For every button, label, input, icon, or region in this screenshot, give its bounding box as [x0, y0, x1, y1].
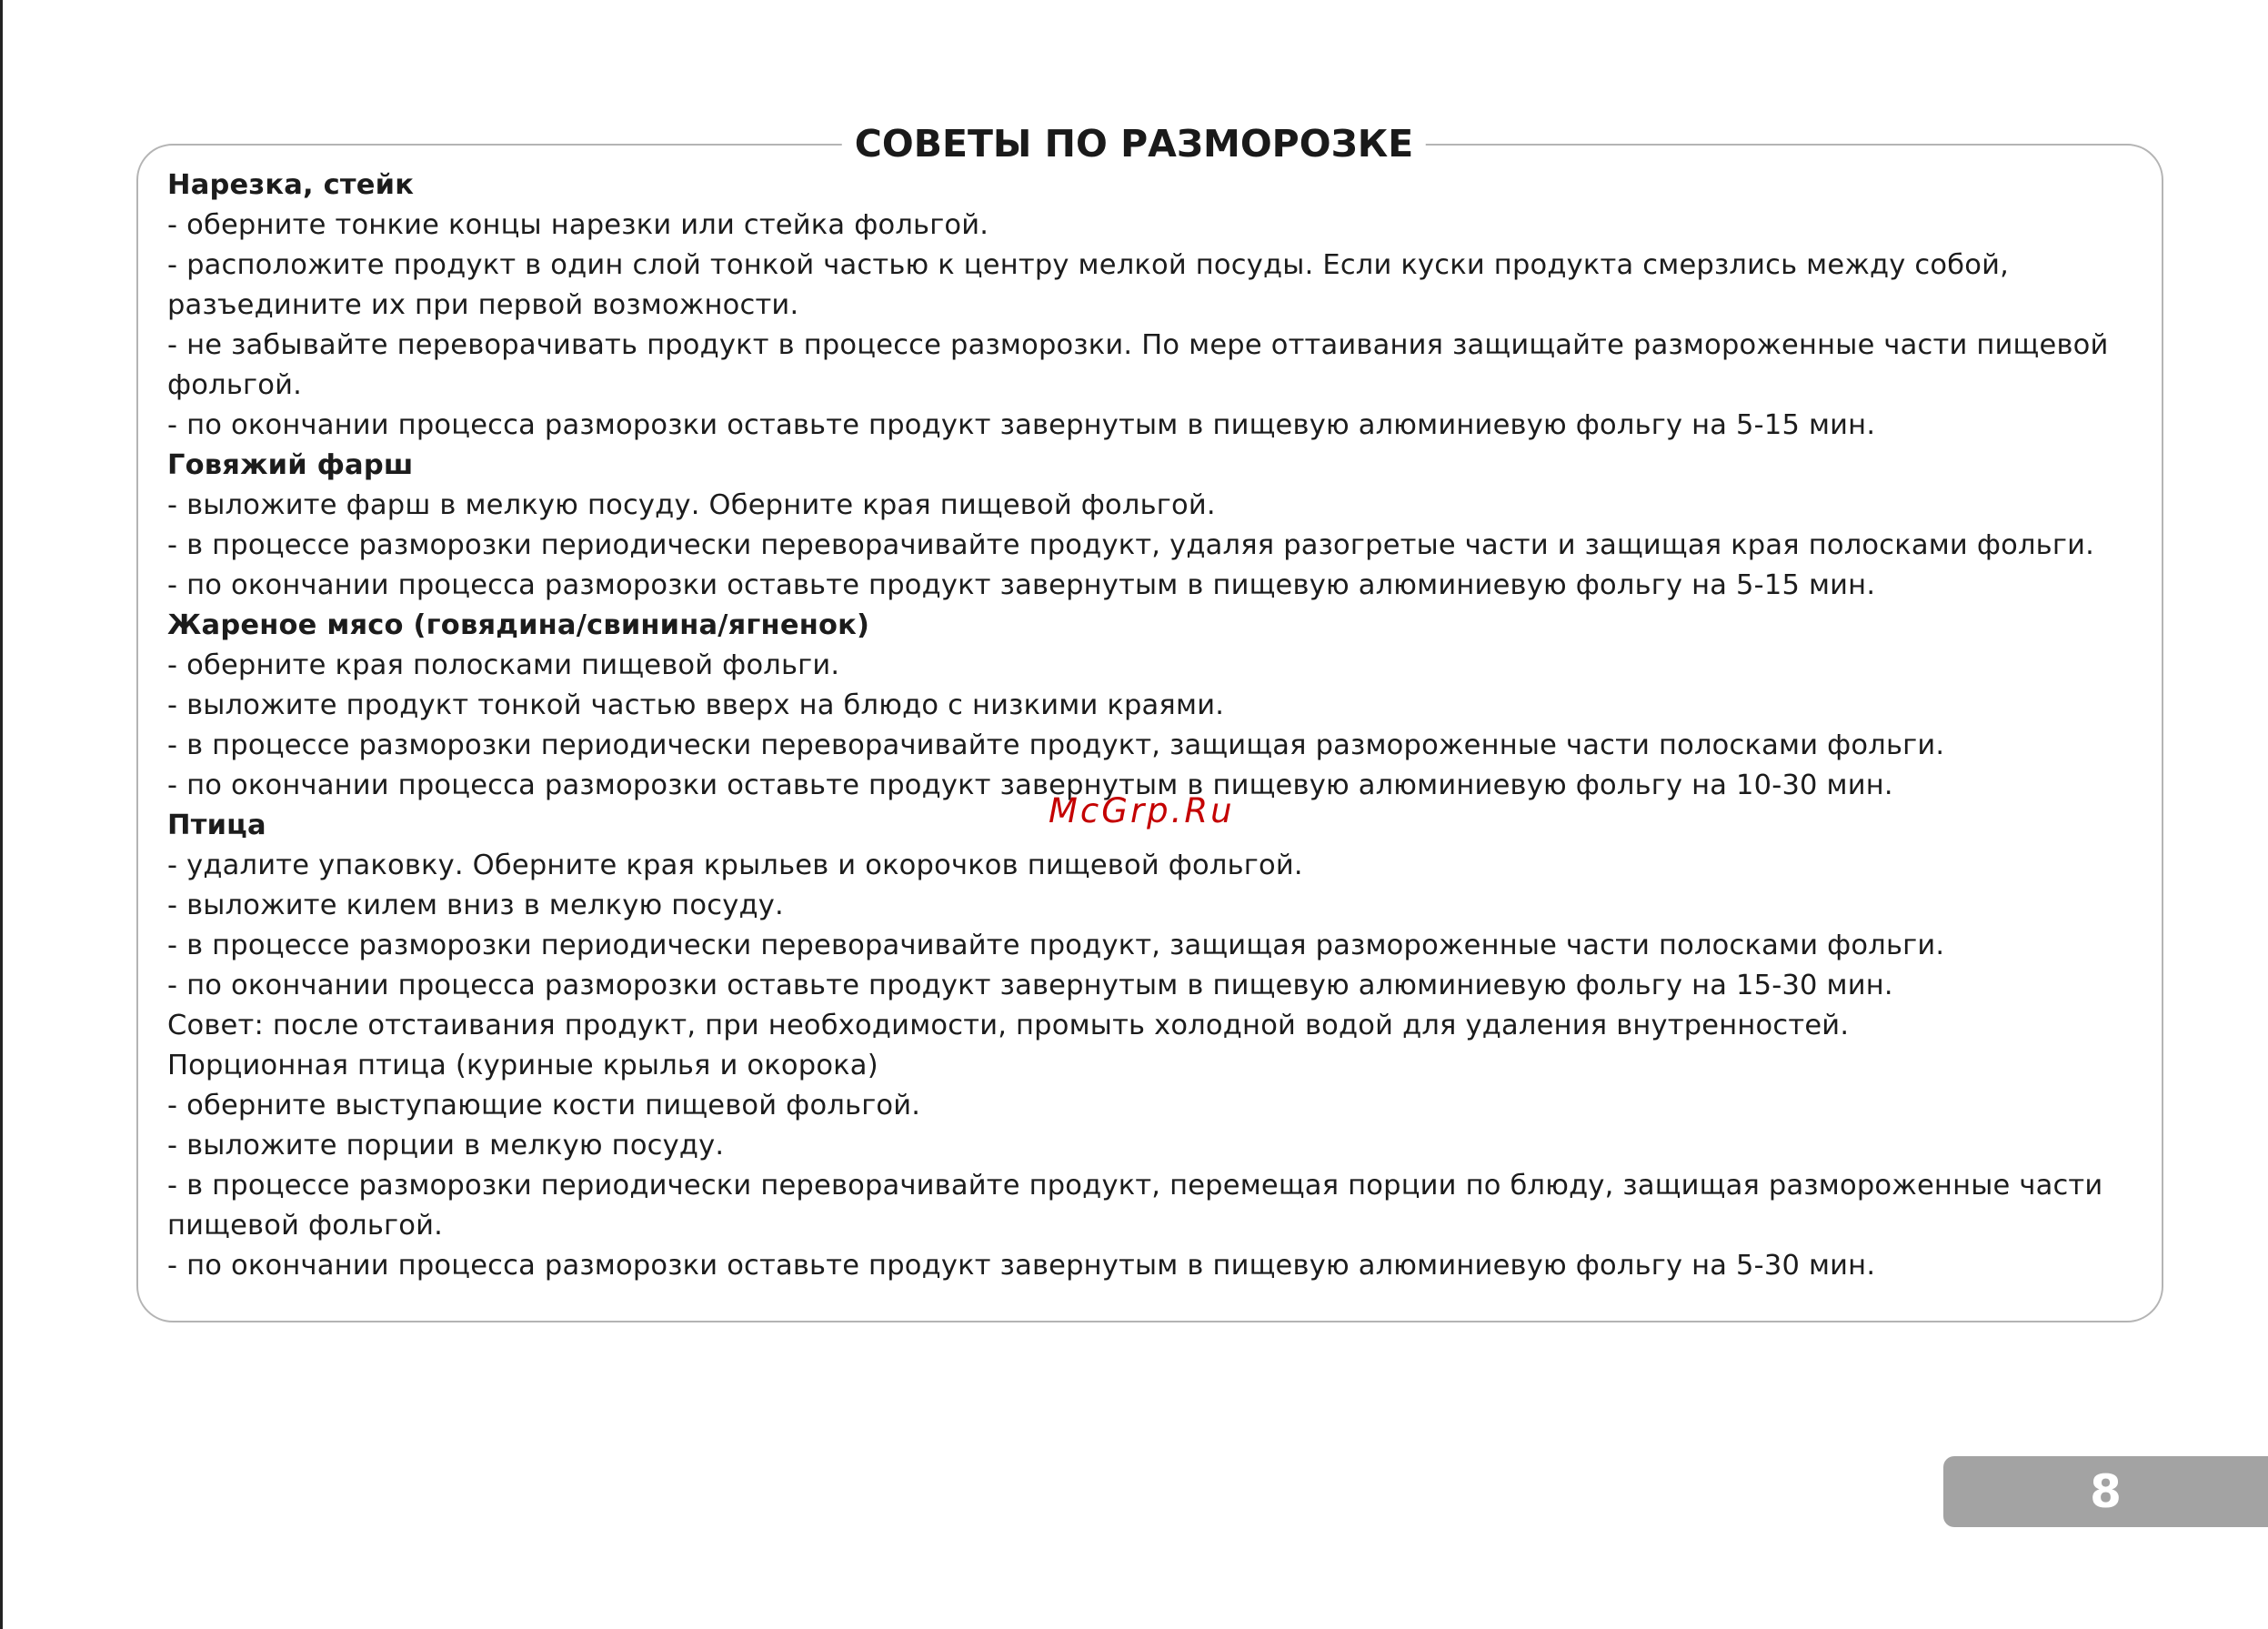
page-title: СОВЕТЫ ПО РАЗМОРОЗКЕ	[842, 116, 1426, 171]
instruction-line: - выложите килем вниз в мелкую посуду.	[167, 890, 784, 921]
instruction-line: - удалите упаковку. Оберните края крыльев и окорочков пищевой фольгой.	[167, 850, 1303, 881]
instruction-line: - оберните края полосками пищевой фольги.	[167, 649, 840, 681]
section-heading: Говяжий фарш	[167, 449, 414, 481]
instruction-line: - выложите порции в мелкую посуду.	[167, 1130, 725, 1161]
instruction-line: - не забывайте переворачивать продукт в процессе разморозки. По мере оттаивания защищайте размороженные части пищевой фольгой.	[167, 329, 2109, 401]
instruction-line: - в процессе разморозки периодически переворачивайте продукт, защищая размороженные части полосками фольги.	[167, 729, 1945, 761]
instruction-line: - по окончании процесса разморозки оставьте продукт завернутым в пищевую алюминиевую фольгу на 10-30 мин.	[167, 769, 1893, 801]
instruction-line: - по окончании процесса разморозки оставьте продукт завернутым в пищевую алюминиевую фольгу на 15-30 мин.	[167, 970, 1893, 1001]
instruction-line: - расположите продукт в один слой тонкой частью к центру мелкой посуды. Если куски продукта смерзлись между собой, разъедините их при первой возможности.	[167, 249, 2010, 321]
page-edge	[0, 0, 3, 1629]
content-body	[167, 166, 2141, 1286]
instruction-line: - в процессе разморозки периодически переворачивайте продукт, защищая размороженные части полосками фольги.	[167, 930, 1945, 961]
instruction-line: - по окончании процесса разморозки оставьте продукт завернутым в пищевую алюминиевую фольгу на 5-30 мин.	[167, 1250, 1876, 1282]
page-number-badge	[1943, 1456, 2268, 1527]
section-heading: Жареное мясо (говядина/свинина/ягненок)	[167, 609, 870, 641]
page-number: 8	[2090, 1465, 2122, 1518]
instruction-line: - по окончании процесса разморозки оставьте продукт завернутым в пищевую алюминиевую фольгу на 5-15 мин.	[167, 409, 1876, 441]
section-heading: Птица	[167, 809, 266, 841]
instruction-line: - выложите фарш в мелкую посуду. Оберните края пищевой фольгой.	[167, 489, 1216, 521]
instruction-line: - оберните тонкие концы нарезки или стейка фольгой.	[167, 209, 989, 241]
tip-line: Совет: после отстаивания продукт, при необходимости, промыть холодной водой для удаления внутренностей.	[167, 1010, 1850, 1041]
instruction-line: - в процессе разморозки периодически переворачивайте продукт, удаляя разогретые части и защищая края полосками фольги.	[167, 529, 2095, 561]
subsection-title: Порционная птица (куриные крылья и окорока)	[167, 1050, 878, 1081]
watermark: McGrp.Ru	[1049, 791, 1235, 830]
instruction-line: - в процессе разморозки периодически переворачивайте продукт, перемещая порции по блюду, защищая размороженные части пищевой фольгой.	[167, 1170, 2103, 1242]
instruction-line: - по окончании процесса разморозки оставьте продукт завернутым в пищевую алюминиевую фольгу на 5-15 мин.	[167, 569, 1876, 601]
instruction-line: - выложите продукт тонкой частью вверх на блюдо с низкими краями.	[167, 689, 1225, 721]
instruction-line: - оберните выступающие кости пищевой фольгой.	[167, 1090, 921, 1121]
section-heading: Нарезка, стейк	[167, 169, 415, 201]
